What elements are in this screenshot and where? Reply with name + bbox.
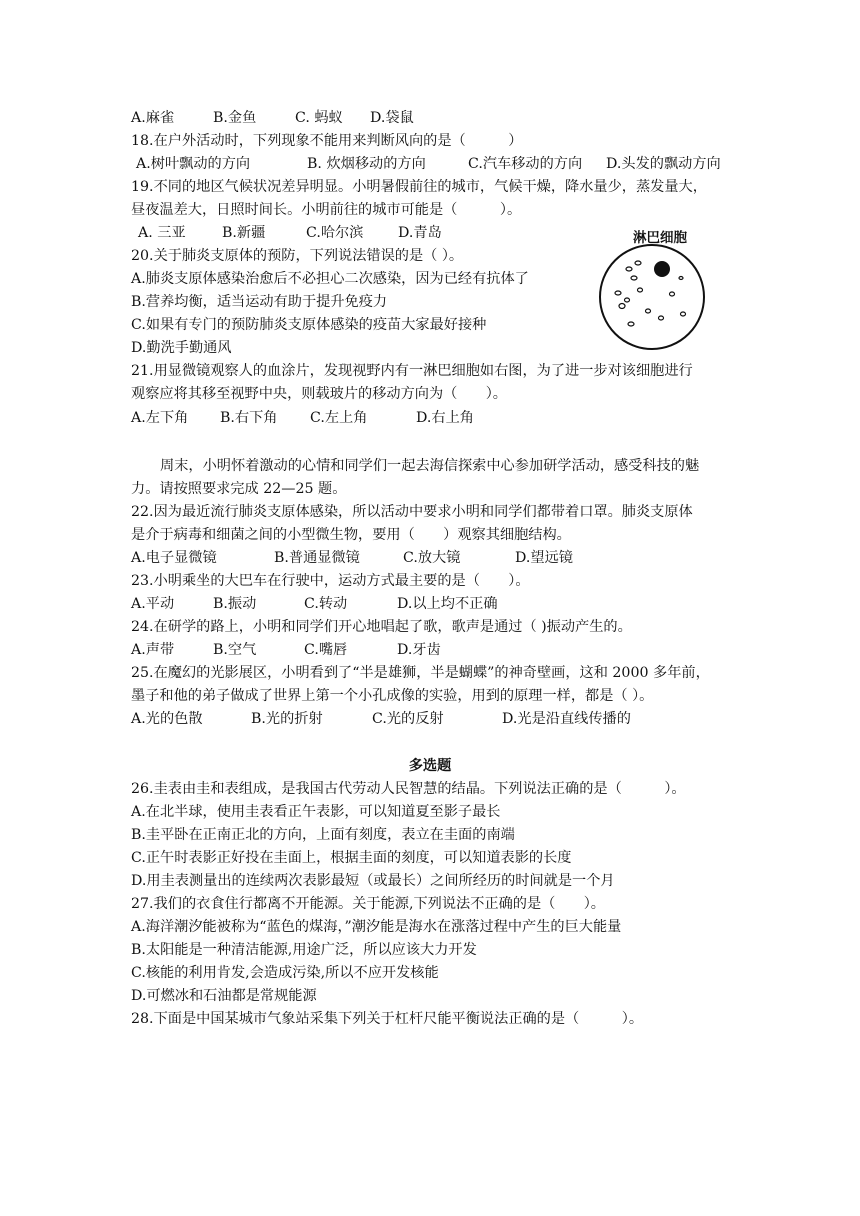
q24-stem: 24.在研学的路上，小明和同学们开心地唱起了歌，歌声是通过（ )振动产生的。 [131, 619, 632, 635]
intro-line2: 力。请按照要求完成 22—25 题。 [131, 481, 347, 497]
q27-option-a: A.海洋潮汐能被称为“蓝色的煤海，”潮汐能是海水在涨落过程中产生的巨大能量 [131, 919, 622, 935]
q22-stem-line1: 22.因为最近流行肺炎支原体感染，所以活动中要求小明和同学们都带着口罩。肺炎支原体 [131, 504, 693, 520]
lymphocyte-figure [585, 226, 735, 352]
q26-stem: 26.圭表由圭和表组成，是我国古代劳动人民智慧的结晶。下列说法正确的是（ ）。 [131, 781, 686, 797]
q19-option-b: B.新疆 [222, 225, 266, 241]
q22-option-c: C.放大镜 [403, 550, 461, 566]
q20-option-a: A.肺炎支原体感染治愈后不必担心二次感染，因为已经有抗体了 [131, 271, 529, 287]
q19-stem-line2: 昼夜温差大，日照时间长。小明前往的城市可能是（ ）。 [131, 202, 522, 218]
q24-option-b: B.空气 [213, 642, 257, 658]
q27-option-b: B.太阳能是一种清洁能源,用途广泛，所以应该大力开发 [131, 942, 477, 958]
q24-option-d: D.牙齿 [397, 642, 441, 658]
q23-stem: 23.小明乘坐的大巴车在行驶中，运动方式最主要的是（ ）。 [131, 573, 530, 589]
q21-option-d: D.右上角 [416, 410, 474, 426]
q21-stem-line2: 观察应将其移至视野中央，则载玻片的移动方向为（ ）。 [131, 386, 507, 402]
q26-option-c: C.正午时表影正好投在圭面上，根据圭面的刻度，可以知道表影的长度 [131, 850, 572, 866]
section-title: 多选题 [408, 758, 452, 774]
q27-option-d: D.可燃冰和石油都是常规能源 [131, 988, 317, 1004]
q25-option-d: D.光是沿直线传播的 [502, 711, 631, 727]
q18-stem: 18.在户外活动时，下列现象不能用来判断风向的是（ ） [131, 133, 523, 149]
q22-stem-line2: 是介于病毒和细菌之间的小型微生物，要用（ ）观察其细胞结构。 [131, 527, 571, 543]
q19-option-a: A. 三亚 [138, 225, 186, 241]
q17-option-c: C. 蚂蚁 [295, 110, 343, 126]
q22-option-b: B.普通显微镜 [274, 550, 360, 566]
q19-stem-line1: 19.不同的地区气候状况差异明显。小明暑假前往的城市，气候干燥，降水量少，蒸发量大， [131, 179, 707, 195]
q17-option-a: A.麻雀 [131, 110, 175, 126]
lymphocyte-cell [654, 261, 670, 277]
q23-option-b: B.振动 [213, 596, 257, 612]
q17-option-b: B.金鱼 [213, 110, 257, 126]
q24-option-c: C.嘴唇 [304, 642, 348, 658]
q25-stem-line1: 25.在魔幻的光影展区，小明看到了“半是雄狮，半是蝴蝶”的神奇壁画，这和 2000 多年前， [131, 665, 710, 681]
q20-option-c: C.如果有专门的预防肺炎支原体感染的疫苗大家最好接种 [131, 317, 487, 333]
q24-option-a: A.声带 [131, 642, 175, 658]
q21-option-a: A.左下角 [131, 410, 189, 426]
q27-stem: 27.我们的衣食住行都离不开能源。关于能源,下列说法不正确的是（ ）。 [131, 896, 605, 912]
q20-option-b: B.营养均衡，适当运动有助于提升免疫力 [131, 294, 388, 310]
q21-stem-line1: 21.用显微镜观察人的血涂片，发现视野内有一淋巴细胞如右图，为了进一步对该细胞进行 [131, 363, 693, 379]
q25-stem-line2: 墨子和他的弟子做成了世界上第一个小孔成像的实验，用到的原理一样，都是（ ）。 [131, 688, 654, 704]
q25-option-c: C.光的反射 [372, 711, 444, 727]
q23-option-d: D.以上均不正确 [397, 596, 498, 612]
microscope-field-icon [585, 226, 735, 352]
q23-option-a: A.平动 [131, 596, 175, 612]
q19-option-d: D.青岛 [398, 225, 442, 241]
q28-stem: 28.下面是中国某城市气象站采集下列关于杠杆尺能平衡说法正确的是（ ）。 [131, 1011, 644, 1027]
q22-option-d: D.望远镜 [515, 550, 573, 566]
q18-option-b: B. 炊烟移动的方向 [307, 156, 426, 172]
q25-option-b: B.光的折射 [251, 711, 323, 727]
q21-option-c: C.左上角 [310, 410, 368, 426]
q25-option-a: A.光的色散 [131, 711, 203, 727]
q18-option-a: A.树叶飘动的方向 [136, 156, 251, 172]
q26-option-d: D.用圭表测量出的连续两次表影最短（或最长）之间所经历的时间就是一个月 [131, 873, 615, 889]
q21-option-b: B.右下角 [220, 410, 278, 426]
q18-option-d: D.头发的飘动方向 [606, 156, 721, 172]
figure-label: 淋巴细胞 [633, 230, 687, 246]
q20-stem: 20.关于肺炎支原体的预防，下列说法错误的是（ ）。 [131, 248, 464, 264]
q26-option-a: A.在北半球，使用圭表看正午表影，可以知道夏至影子最长 [131, 804, 501, 820]
q27-option-c: C.核能的利用肯发,会造成污染,所以不应开发核能 [131, 965, 439, 981]
intro-line1: 周末，小明怀着激动的心情和同学们一起去海信探索中心参加研学活动，感受科技的魅 [160, 458, 700, 474]
q22-option-a: A.电子显微镜 [131, 550, 217, 566]
q23-option-c: C.转动 [304, 596, 348, 612]
q19-option-c: C.哈尔滨 [306, 225, 364, 241]
q18-option-c: C.汽车移动的方向 [468, 156, 583, 172]
q20-option-d: D.勤洗手勤通风 [131, 340, 232, 356]
q26-option-b: B.圭平卧在正南正北的方向，上面有刻度，表立在圭面的南端 [131, 827, 515, 843]
q17-option-d: D.袋鼠 [370, 110, 414, 126]
